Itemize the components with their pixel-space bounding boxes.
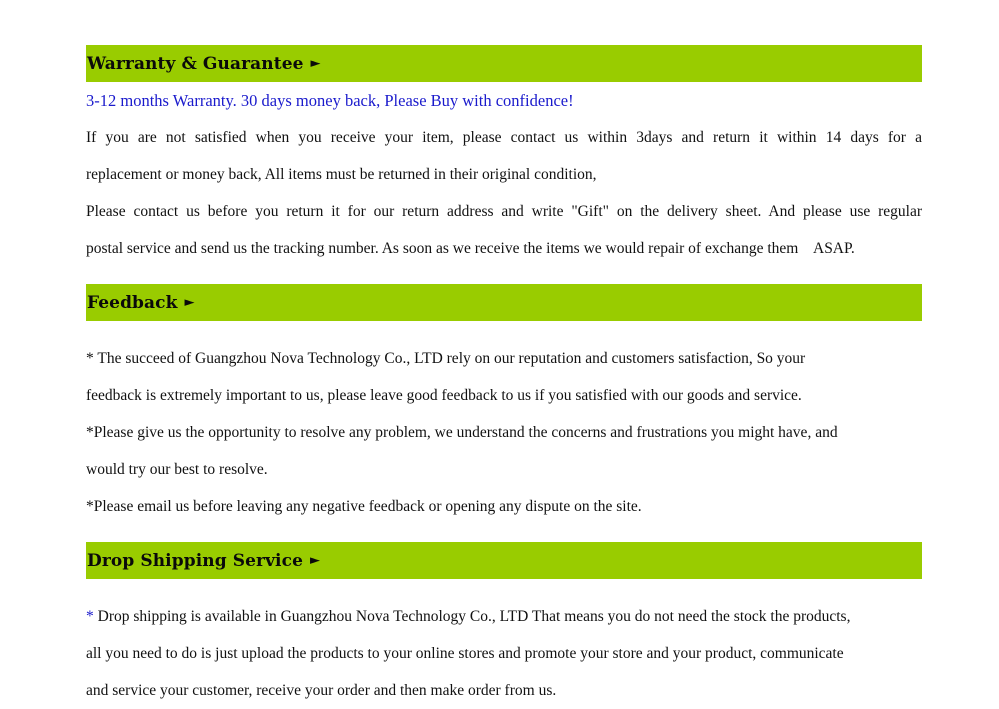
drop-line-3: and service your customer, receive your order and then make order from us. [86,682,557,699]
warranty-line-4: postal service and send us the tracking number. As soon as we receive the items we would repair of exchange them ASAP. [86,240,855,257]
feedback-line-5: *Please email us before leaving any negative feedback or opening any dispute on the site. [86,498,642,515]
spacer [86,579,922,598]
drop-line-1-text: Drop shipping is available in Guangzhou Nova Technology Co., LTD That means you do not need the stock the products, [93,608,851,625]
section-header-drop-shipping [86,542,922,579]
warranty-line-3: Please contact us before you return it for our return address and write "Gift" on the delivery sheet. And please use regular [86,203,922,220]
feedback-line-4: would try our best to resolve. [86,461,268,478]
arrow-right-icon: ► [184,295,195,310]
document-page [86,45,922,709]
spacer [86,321,922,340]
warranty-line-2: replacement or money back, All items must be returned in their original condition, [86,166,597,183]
arrow-right-icon: ► [310,56,321,71]
feedback-line-3: *Please give us the opportunity to resolve any problem, we understand the concerns and frustrations you might have, and [86,424,838,441]
feedback-line-2: feedback is extremely important to us, please leave good feedback to us if you satisfied with our goods and service. [86,387,802,404]
warranty-line-1: If you are not satisfied when you receive your item, please contact us within 3days and return it within 14 days for a [86,129,922,146]
bullet-star: * [86,608,94,625]
section-header-warranty [86,45,922,82]
section-header-feedback [86,284,922,321]
warranty-highlight: 3-12 months Warranty. 30 days money back, Please Buy with confidence! [86,91,574,110]
section-title: Warranty & Guarantee [87,53,304,74]
section-title: Feedback [87,292,178,313]
arrow-right-icon: ► [310,553,320,568]
drop-line-2: all you need to do is just upload the products to your online stores and promote your store and your product, communicate [86,645,844,662]
feedback-line-1: * The succeed of Guangzhou Nova Technology Co., LTD rely on our reputation and customers satisfaction, So your [86,350,806,367]
section-title: Drop Shipping Service [87,550,303,571]
drop-line-1 [86,598,922,635]
